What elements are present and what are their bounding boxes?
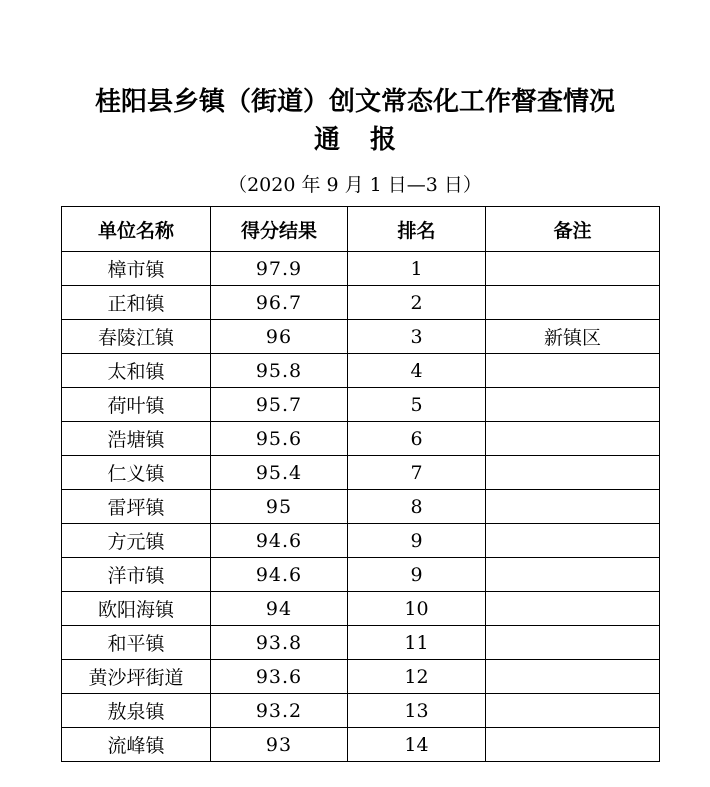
cell-rank: 8 [348,490,486,524]
table-row [62,490,660,524]
cell-note [486,252,660,286]
cell-unit-name: 方元镇 [62,524,211,558]
cell-unit-name: 黄沙坪街道 [62,660,211,694]
header-rank: 排名 [348,207,486,252]
cell-score: 93 [211,728,348,762]
cell-note [486,694,660,728]
cell-note [486,286,660,320]
cell-note [486,388,660,422]
cell-score: 94.6 [211,524,348,558]
cell-rank: 5 [348,388,486,422]
cell-note [486,524,660,558]
cell-rank: 9 [348,524,486,558]
cell-rank: 9 [348,558,486,592]
cell-score: 93.2 [211,694,348,728]
cell-score: 94 [211,592,348,626]
cell-unit-name: 太和镇 [62,354,211,388]
cell-rank: 2 [348,286,486,320]
cell-note [486,592,660,626]
cell-note [486,626,660,660]
date-range-subtitle: （2020 年 9 月 1 日—3 日） [228,174,482,196]
cell-rank: 7 [348,456,486,490]
cell-score: 93.6 [211,660,348,694]
cell-note [486,558,660,592]
cell-unit-name: 和平镇 [62,626,211,660]
cell-rank: 10 [348,592,486,626]
cell-unit-name: 荷叶镇 [62,388,211,422]
cell-score: 95 [211,490,348,524]
table-row [62,524,660,558]
cell-rank: 14 [348,728,486,762]
cell-rank: 3 [348,320,486,354]
cell-score: 94.6 [211,558,348,592]
cell-unit-name: 欧阳海镇 [62,592,211,626]
table-row [62,422,660,456]
cell-note [486,728,660,762]
cell-note [486,490,660,524]
table-row [62,252,660,286]
table-row [62,354,660,388]
table-row [62,388,660,422]
header-score: 得分结果 [211,207,348,252]
cell-rank: 1 [348,252,486,286]
cell-rank: 12 [348,660,486,694]
table-body [62,252,660,762]
cell-note [486,660,660,694]
cell-note [486,456,660,490]
table-header-row [62,207,660,252]
cell-rank: 11 [348,626,486,660]
table-row [62,456,660,490]
cell-score: 95.8 [211,354,348,388]
cell-unit-name: 流峰镇 [62,728,211,762]
table-row [62,320,660,354]
title-line-2: 通报 [313,125,426,155]
document-title [0,83,710,159]
cell-score: 95.6 [211,422,348,456]
cell-score: 96.7 [211,286,348,320]
cell-unit-name: 浩塘镇 [62,422,211,456]
header-unit-name: 单位名称 [62,207,211,252]
cell-unit-name: 樟市镇 [62,252,211,286]
ranking-table [61,206,660,762]
cell-rank: 4 [348,354,486,388]
table-row [62,286,660,320]
cell-score: 97.9 [211,252,348,286]
title-line-1: 桂阳县乡镇（街道）创文常态化工作督查情况 [94,87,615,117]
cell-rank: 13 [348,694,486,728]
table-row [62,592,660,626]
cell-note [486,354,660,388]
table-row [62,694,660,728]
cell-unit-name: 春陵江镇 [62,320,211,354]
cell-unit-name: 雷坪镇 [62,490,211,524]
cell-unit-name: 仁义镇 [62,456,211,490]
header-note: 备注 [486,207,660,252]
table-row [62,728,660,762]
cell-unit-name: 洋市镇 [62,558,211,592]
cell-rank: 6 [348,422,486,456]
cell-unit-name: 敖泉镇 [62,694,211,728]
cell-score: 96 [211,320,348,354]
cell-note: 新镇区 [486,320,660,354]
table-row [62,626,660,660]
table-row [62,558,660,592]
cell-score: 93.8 [211,626,348,660]
table-row [62,660,660,694]
cell-note [486,422,660,456]
cell-score: 95.4 [211,456,348,490]
cell-score: 95.7 [211,388,348,422]
cell-unit-name: 正和镇 [62,286,211,320]
